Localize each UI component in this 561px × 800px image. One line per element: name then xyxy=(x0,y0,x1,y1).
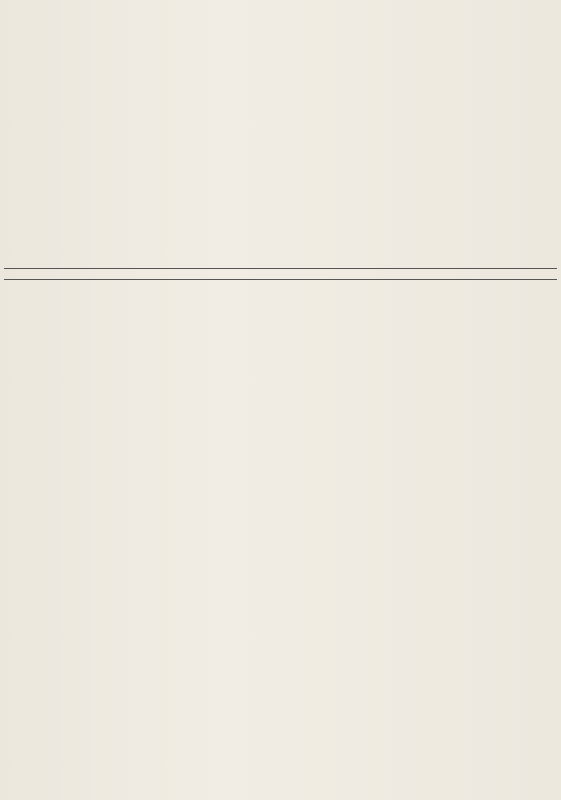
bottom-section xyxy=(4,282,557,734)
announcement xyxy=(4,268,557,280)
top-section xyxy=(4,3,557,266)
